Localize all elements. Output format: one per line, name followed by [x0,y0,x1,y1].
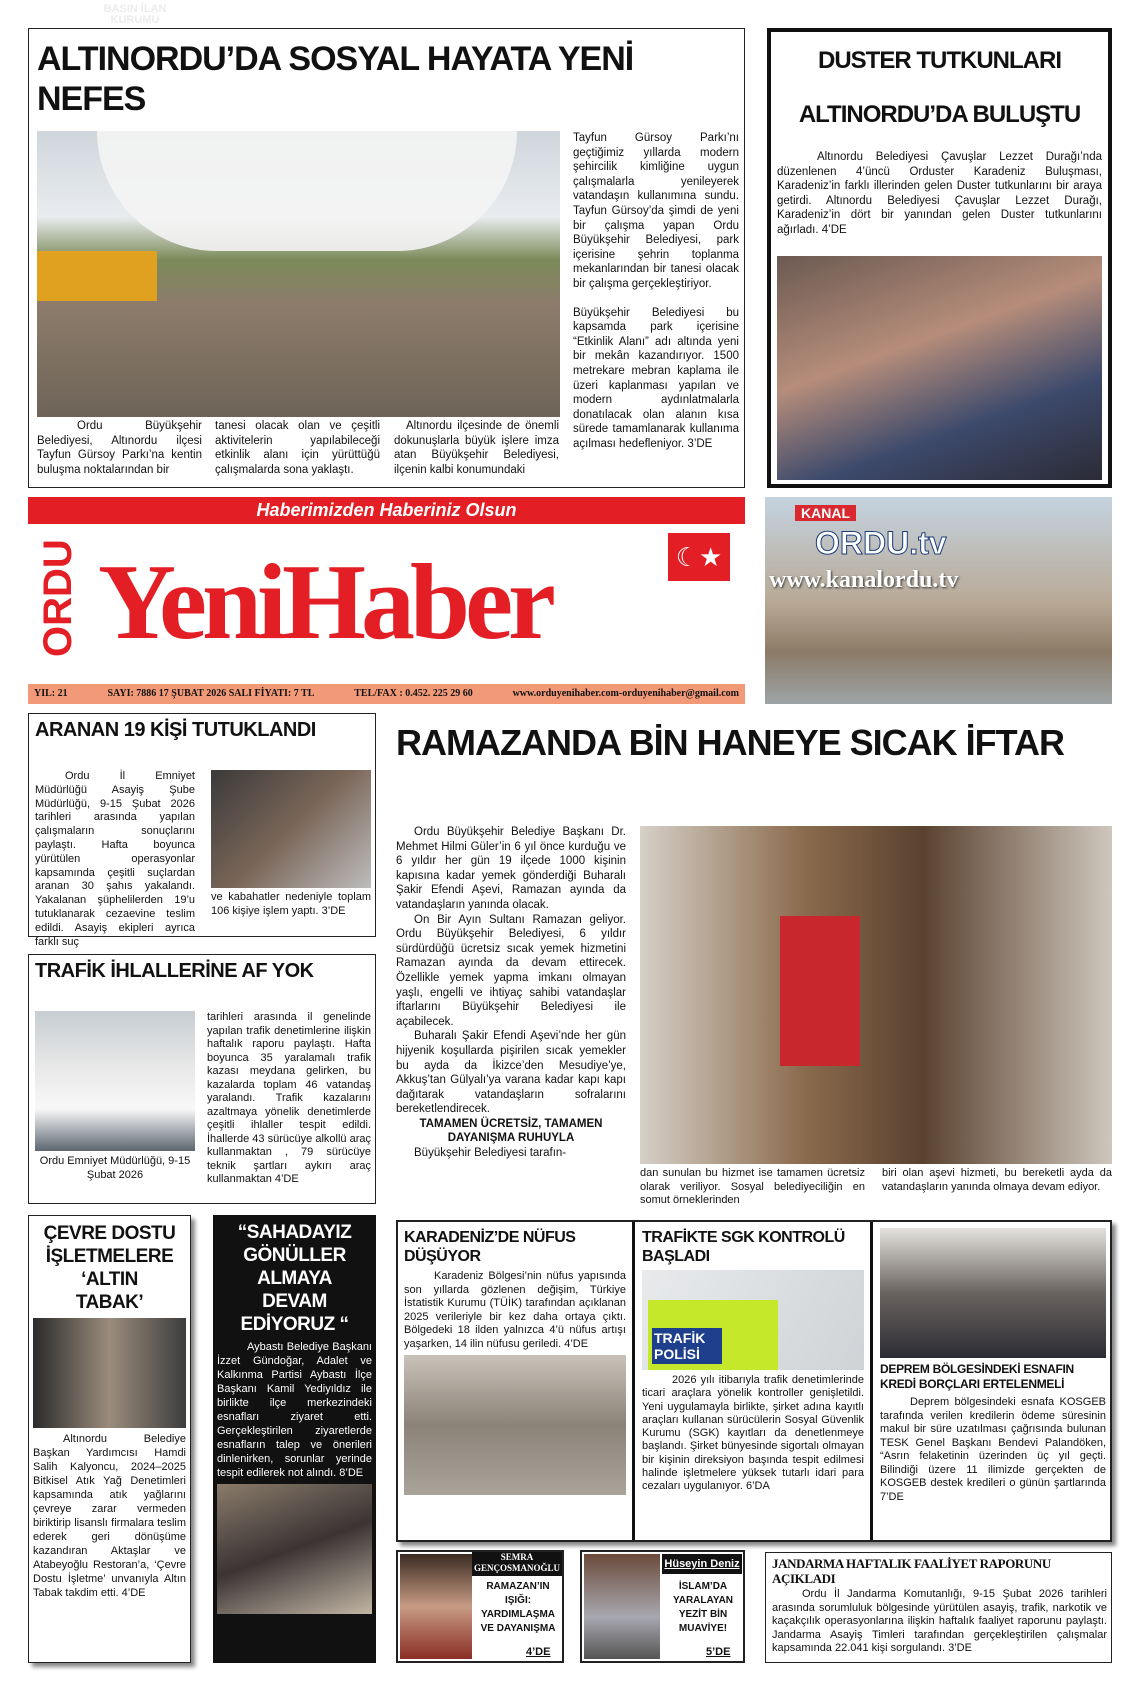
issue-year: YIL: 21 [34,688,68,699]
ramazan-headline: RAMAZANDA BİN HANEYE SICAK İFTAR [396,722,1064,763]
column-gencosmanoglu[interactable] [396,1550,564,1663]
sahadayiz-headline [217,1221,372,1336]
sahadayiz-headline-1: “SAHADAYIZ [237,1222,352,1243]
deprem-headline: DEPREM BÖLGESİNDEKİ ESNAFIN KREDİ BORÇLARI ERTELENMELİ [880,1362,1074,1391]
duster-story [767,28,1112,488]
columnist-photo [400,1554,472,1659]
duster-text: Altınordu Belediyesi Çavuşlar Lezzet Durağı’nda düzenlenen 4’üncü Orduster Karadeniz Buluşması, Karadeniz’in farklı illerinden gelen Duster tutkunlarını bir araya getirdi. Altınordu Belediyesi Çavuşlar Lezzet Durağı, Karadeniz’in dört bir yanından gelen Duster tutkunlarını ağırladı. 4’DE [777,151,1102,236]
ramazan-p2: On Bir Ayın Sultanı Ramazan geliyor. Ordu Büyükşehir Belediyesi, 6 yıldır sürdürdüğü ücretsiz sıcak yemek hizmetini Ramazan ayında da devam ettirecek. Özellikle yemek yapma imkanı olmayan yaşlı, engelli ve ihtiyaç sahibi vatandaşlar iftarlarını Büyükşehir Belediyesi ile açabilecek. [396,913,626,1028]
column-deniz[interactable] [580,1550,745,1663]
watermark [90,4,180,26]
traffic-police-photo [642,1270,864,1370]
soup-kitchen-photo [640,826,1112,1164]
aranan-headline: ARANAN 19 KİŞİ TUTUKLANDI [35,719,316,741]
ramazan-col3: biri olan aşevi hizmeti, bu bereketli ayda da vatandaşların yanında olmaya devam ediyor. [882,1167,1112,1193]
columnist-last-name: GENÇOSMANOĞLU [473,1563,560,1573]
sahadayiz-story [213,1215,376,1663]
top-story-col3: Altınordu ilçesinde de önemli dokunuşlarla büyük işlere imza atan Büyükşehir Belediyesi, ilçenin kalbi konumundaki [394,420,559,476]
aranan-text-2: ve kabahatler nedeniyle toplam 106 kişiye işlem yaptı. 3’DE [211,891,371,917]
watermark-line-1: BASIN İLAN [103,3,167,15]
jandarma-text: Ordu İl Jandarma Komutanlığı, 9-15 Şubat 2026 tarihleri arasında sorumluluk bölgesinde yürütülen asayiş, trafik, narkotik ve kaçakçılık operasyonlarına ilişkin haftalık faaliyet raporunu paylaştı. Jandarma Asayiş Timleri tarafından gerçekleştirilen çalışmalar kapsamında 22.041 kişi sorgulandı. 3’DE [772,1588,1107,1654]
ramazan-text [396,825,626,1161]
side-paragraph-2: Büyükşehir Belediyesi bu kapsamda park içerisine “Etkinlik Alanı” adı altında yeni bir mekân kazandırıyor. 1500 metrekare mebran kaplama ile üzeri kaplanması yapılan ve modern aydınlatmalarla donatılacak olan alanın kısa sürede tamamlanarak kullanıma açılması hedefleniyor. 3’DE [573,306,739,450]
side-paragraph-1: Tayfun Gürsoy Parkı’nı geçtiğimiz yıllarda modern şehircilik kimliğine uygun çalışmalarla yenileyerek vatandaşın kullanımına sundu. Tayfun Gürsoy’da şimdi de yeni bir çalışma yapan Ordu Büyükşehir Belediyesi, park içerisine şehrin toplanma mekanlarından bir tanesi olacak bir çalışma gerçekleştiriyor. [573,132,739,290]
top-story-side [573,131,739,451]
duster-headline-2: ALTINORDU’DA BULUŞTU [798,101,1081,128]
ramazan-p1: Ordu Büyükşehir Belediye Başkanı Dr. Mehmet Hilmi Güler’in 6 yıl önce kurduğu ve 6 yıldır her gün 19 ilçede 1000 kişinin kapısına kadar yemek gönderdiği Buharalı Şakir Efendi Aşevi, Ramazan ayında da vatandaşların yanında olacak. [396,826,626,911]
park-construction-photo [37,131,560,417]
trafik-text: tarihleri arasında il genelinde yapılan trafik denetimlerine ilişkin haftalık raporu paylaştı. Hafta boyunca 35 yaralamalı trafik kazası meydana gelirken, bu kazalarda toplam 46 vatandaş yaralandı. Trafik kazalarını azaltmaya yönelik denetimlerde çeşitli ihlaller tespit edildi. İhallerde 43 sürücüye alkollü araç kullanmaktan , 79 sürücüye teknik şartları aykırı araç kullanmaktan 4’DE [207,1011,371,1185]
cevre-story [28,1215,191,1663]
tesk-president-photo [880,1228,1106,1358]
sgk-headline: TRAFİKTE SGK KONTROLÜ BAŞLADI [642,1229,845,1265]
ad-kanal: KANAL [795,505,856,521]
phone: TEL/FAX : 0.452. 225 29 60 [354,688,473,699]
sahadayiz-text: Aybastı Belediye Başkanı İzzet Gündoğar, Adalet ve Kalkınma Partisi Aybastı İlçe Başkanı Kamil Yediyıldız ile birlikte ilçe merkezindeki esnafları ziyaret etti. Gerçekleştirilen ziyaretlerde esnafların talep ve önerileri dinlenirken, sorunlar yerinde tespit edilerek not alındı. 8’DE [217,1341,372,1479]
ordu-vertical: ORDU [36,539,80,657]
columnist-first-name: SEMRA [500,1552,534,1562]
ramazan-col2: dan sunulan bu hizmet ise tamamen ücretsiz olarak veriliyor. Sosyal belediyeciliğin en somut örneklerinden [640,1167,865,1206]
columnist-name: Hüseyin Deniz [662,1554,742,1574]
column-title: RAMAZAN’IN IŞIĞI: YARDIMLAŞMA VE DAYANIŞMA [480,1581,556,1634]
sahadayiz-headline-2: GÖNÜLLER ALMAYA [243,1245,346,1289]
nufus-headline: KARADENİZ’DE NÜFUS DÜŞÜYOR [404,1229,576,1265]
tagline-bar [28,497,745,524]
regional-stories [396,1220,1112,1542]
deprem-text: Deprem bölgesindeki esnafa KOSGEB tarafında verilen kredilerin ödeme süresinin makul bir süre uzatılması çağrısında bulunan TESK Genel Başkanı Bendevi Palandöken, “Asrın felaketinin üzerinden üç yıl geçti. Bilindiği üzere 11 ilimizde gerçekten de KOSGEB destek kredileri o günün şartlarında 7’DE [880,1396,1106,1503]
trafik-headline: TRAFİK İHLALLERİNE AF YOK [35,960,314,982]
ramazan-p4: Büyükşehir Belediyesi tarafın- [414,1147,567,1160]
cevre-headline-3: TABAK’ [75,1292,144,1313]
shop-visit-photo [217,1484,372,1614]
watermark-line-2: KURUMU [110,14,160,26]
top-story [28,28,745,488]
aranan-story [28,713,376,948]
cevre-headline [33,1222,186,1314]
tagline: Haberimizden Haberiniz Olsun [256,500,517,520]
info-bar [28,684,745,704]
trafik-polisi-badge: TRAFİK POLİSİ [652,1328,722,1364]
cevre-text: Altınordu Belediye Başkan Yardımcısı Hamdi Salih Kalyoncu, 2024–2025 Bitkisel Atık Yağ Denetimleri kapsamında atık yağlarını çevreye zarar vermeden biriktirip lisanslı firmalara teslim ederek geri dönüşüme kazandıran Aktaşlar ve Atabeyoğlu Restoran’a, ‘Çevre Dostu İşletme’ unvanıyla Altın Tabak takdim etti. 4’DE [33,1433,186,1599]
street-photo [404,1355,626,1495]
top-story-col1: Ordu Büyükşehir Belediyesi, Altınordu ilçesi Tayfun Gürsoy Parkı’na kentin buluşma noktalarından bir [37,420,202,476]
jandarma-story [765,1552,1112,1663]
trafik-story [28,954,376,1204]
issue-date-price: SAYI: 7886 17 ŞUBAT 2026 SALI FİYATI: 7 TL [107,688,315,699]
cevre-headline-1: ÇEVRE DOSTU [43,1223,176,1244]
ramazan-p3: Buharalı Şakir Efendi Aşevi’nde her gün hijyenik koşullarda pişirilen sıcak yemekler bu ayda da İkizce’den Mesudiye’ye, Akkuş’tan Gülyalı’ya varana kadar kapı kapı dağıtarak vatandaşların sofralarını bereketlendirecek. [396,1030,626,1116]
award-photo [33,1318,186,1428]
columnist-photo [584,1554,660,1659]
ramazan-subhead: TAMAMEN ÜCRETSİZ, TAMAMEN DAYANIŞMA RUHUYLA [419,1117,603,1145]
trafik-caption: Ordu Emniyet Müdürlüğü, 9-15 Şubat 2026 [39,1155,191,1181]
aranan-text: Ordu İl Emniyet Müdürlüğü Asayiş Şube Müdürlüğü, 9-15 Şubat 2026 tarihleri arasında yapılan çalışmaların sonuçlarını paylaştı. Hafta boyunca yürütülen operasyonlar kapsamında çeşitli suçlardan aranan 30 şahıs yakalandı. Yakalanan şüphelilerden 19’u tutuklanarak cezaevine teslim edildi. Asayiş ekipleri ayrıca farklı suç [35,770,195,948]
sahadayiz-headline-3: DEVAM EDİYORUZ “ [240,1291,349,1335]
police-car-photo [35,1011,195,1151]
handcuffs-photo [211,770,371,888]
sgk-text: 2026 yılı itibarıyla trafik denetimlerinde ticari araçlara yönelik kontroller genişletildi. Yeni uygulamayla birlikte, şirket adına kayıtlı araçları kullanan sürücülerin Sosyal Güvenlik Kurumu (SGK) kayıtları da denetlenmeye başlandı. Şirket bünyesinde sigortalı olmayan bir kişinin direksiyon başında tespit edilmesi halinde işletmelere yüksek tutarlı idari para cezaları uygulanıyor. 6’DA [642,1374,864,1493]
cevre-headline-2: İŞLETMELERE ‘ALTIN [45,1246,174,1290]
column-page: 5’DE [706,1646,731,1658]
top-story-col2: tanesi olacak olan ve çeşitli aktivitelerin yapılabileceği etkinlik alanı için yürüttüğü çalışmalarda sona yaklaştı. [215,420,380,476]
jandarma-headline: JANDARMA HAFTALIK FAALİYET RAPORUNU AÇIKLADI [772,1556,1051,1586]
ad-brand: ORDU.tv [815,525,947,561]
ad-url: www.kanalordu.tv [769,567,959,593]
kanal-ordu-ad[interactable] [765,497,1112,704]
masthead-logo: YeniHaber [98,543,551,662]
top-story-headline: ALTINORDU’DA SOSYAL HAYATA YENİ NEFES [37,40,634,118]
column-page: 4’DE [526,1646,551,1658]
nufus-text: Karadeniz Bölgesi’nin nüfus yapısında son yıllarda gözlenen değişim, Türkiye İstatistik Kurumu (TÜİK) tarafından açıklanan 2025 verileriyle bir kez daha ortaya çıktı. Bölgedeki 18 ilden yalnızca 4’ü nüfus artışı yaşarken, 14 ilin nüfusu geriledi. 4’DE [404,1270,626,1350]
turkish-flag-icon: ☾★ [668,533,730,581]
masthead [28,497,745,704]
duster-headline-1: DUSTER TUTKUNLARI [818,47,1061,74]
duster-crowd-photo [777,256,1102,480]
column-title: İSLAM’DA YARALAYAN YEZİT BİN MUAVİYE! [672,1581,734,1634]
web-email[interactable]: www.orduyenihaber.com-orduyenihaber@gmail.com [512,688,739,699]
